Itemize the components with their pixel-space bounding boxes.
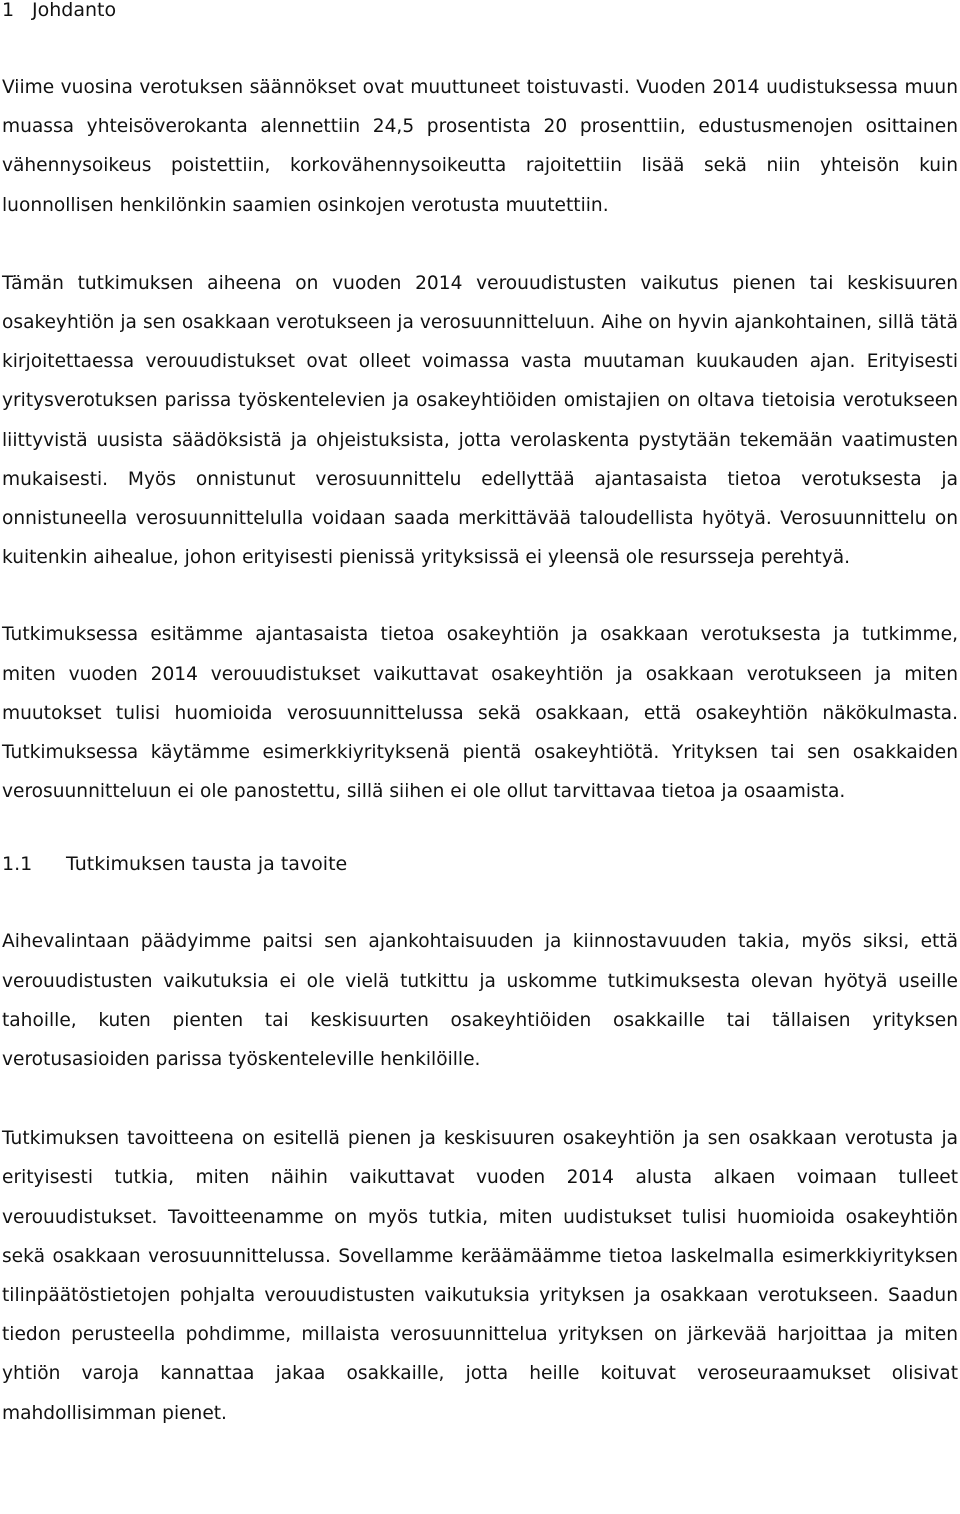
section-title: Johdanto [32,0,117,21]
paragraph-topic: Tämän tutkimuksen aiheena on vuoden 2014 verouudistusten vaikutus pienen tai keskisuuren osakeyhtiön ja sen osakkaan verotukseen ja verosuunnitteluun. Aihe on hyvin ajankohtainen, sillä tätä kirjoitettaessa verouudistukset ovat olleet voimassa vasta muutaman kuukauden ajan. Erityisesti yritysverotuksen parissa työskentelevien ja osakeyhtiöiden omistajien on oltava tietoisia verotukseen liittyvistä uusista säädöksistä ja ohjeistuksista, jotta verolaskenta pystytään tekemään vaatimusten mukaisesti. Myös onnistunut verosuunnittelu edellyttää ajantasaista tietoa verotuksesta ja onnistuneella verosuunnittelulla voidaan saada merkittävää taloudellista hyötyä. Verosuunnittelu on kuitenkin aihealue, johon erityisesti pienissä yrityksissä ei yleensä ole resursseja perehtyä. [2,272,958,569]
section-number: 1 [2,0,15,21]
paragraph-research: Tutkimuksessa esitämme ajantasaista tietoa osakeyhtiön ja osakkaan verotuksesta ja tutkimme, miten vuoden 2014 verouudistukset vaikuttavat osakeyhtiön ja osakkaan verotukseen ja miten muutokset tulisi huomioida verosuunnittelussa sekä osakkaan, että osakeyhtiön näkökulmasta. Tutkimuksessa käytämme esimerkkiyrityksenä pientä osakeyhtiötä. Yrityksen tai sen osakkaiden verosuunnitteluun ei ole panostettu, sillä siihen ei ole ollut tarvittavaa tietoa ja osaamista. [2,624,958,803]
subsection-number: 1.1 [2,853,33,876]
document-page [2,0,958,1433]
section-heading [2,0,958,20]
subsection-title: Tutkimuksen tausta ja tavoite [66,853,348,876]
subsection-heading [2,854,958,874]
paragraph-intro: Viime vuosina verotuksen säännökset ovat muuttuneet toistuvasti. Vuoden 2014 uudistuksessa muun muassa yhteisöverokanta alennettiin 24,5 prosentista 20 prosenttiin, edustusmenojen osittainen vähennysoikeus poistettiin, korkovähennysoikeutta rajoitettiin lisää sekä niin yhteisön kuin luonnollisen henkilönkin saamien osinkojen verotusta muutettiin. [2,77,958,216]
paragraph-objective: Tutkimuksen tavoitteena on esitellä pienen ja keskisuuren osakeyhtiön ja sen osakkaan verotusta ja erityisesti tutkia, miten näihin vaikuttavat vuoden 2014 alusta alkaen voimaan tulleet verouudistukset. Tavoitteenamme on myös tutkia, miten uudistukset tulisi huomioida osakeyhtiön sekä osakkaan verosuunnittelussa. Sovellamme keräämäämme tietoa laskelmalla esimerkkiyrityksen tilinpäätöstietojen pohjalta verouudistusten vaikutuksia yrityksen ja osakkaan verotukseen. Saadun tiedon perusteella pohdimme, millaista verosuunnittelua yrityksen on järkevää harjoittaa ja miten yhtiön varoja kannattaa jakaa osakkaille, jotta heille koituvat veroseuraamukset olisivat mahdollisimman pienet. [2,1128,958,1424]
paragraph-topic-choice: Aihevalintaan päädyimme paitsi sen ajankohtaisuuden ja kiinnostavuuden takia, myös siksi, että verouudistusten vaikutuksia ei ole vielä tutkittu ja uskomme tutkimuksesta olevan hyötyä useille tahoille, kuten pienten tai keskisuurten osakeyhtiöiden osakkaille tai tällaisen yrityksen verotusasioiden parissa työskenteleville henkilöille. [2,931,958,1071]
